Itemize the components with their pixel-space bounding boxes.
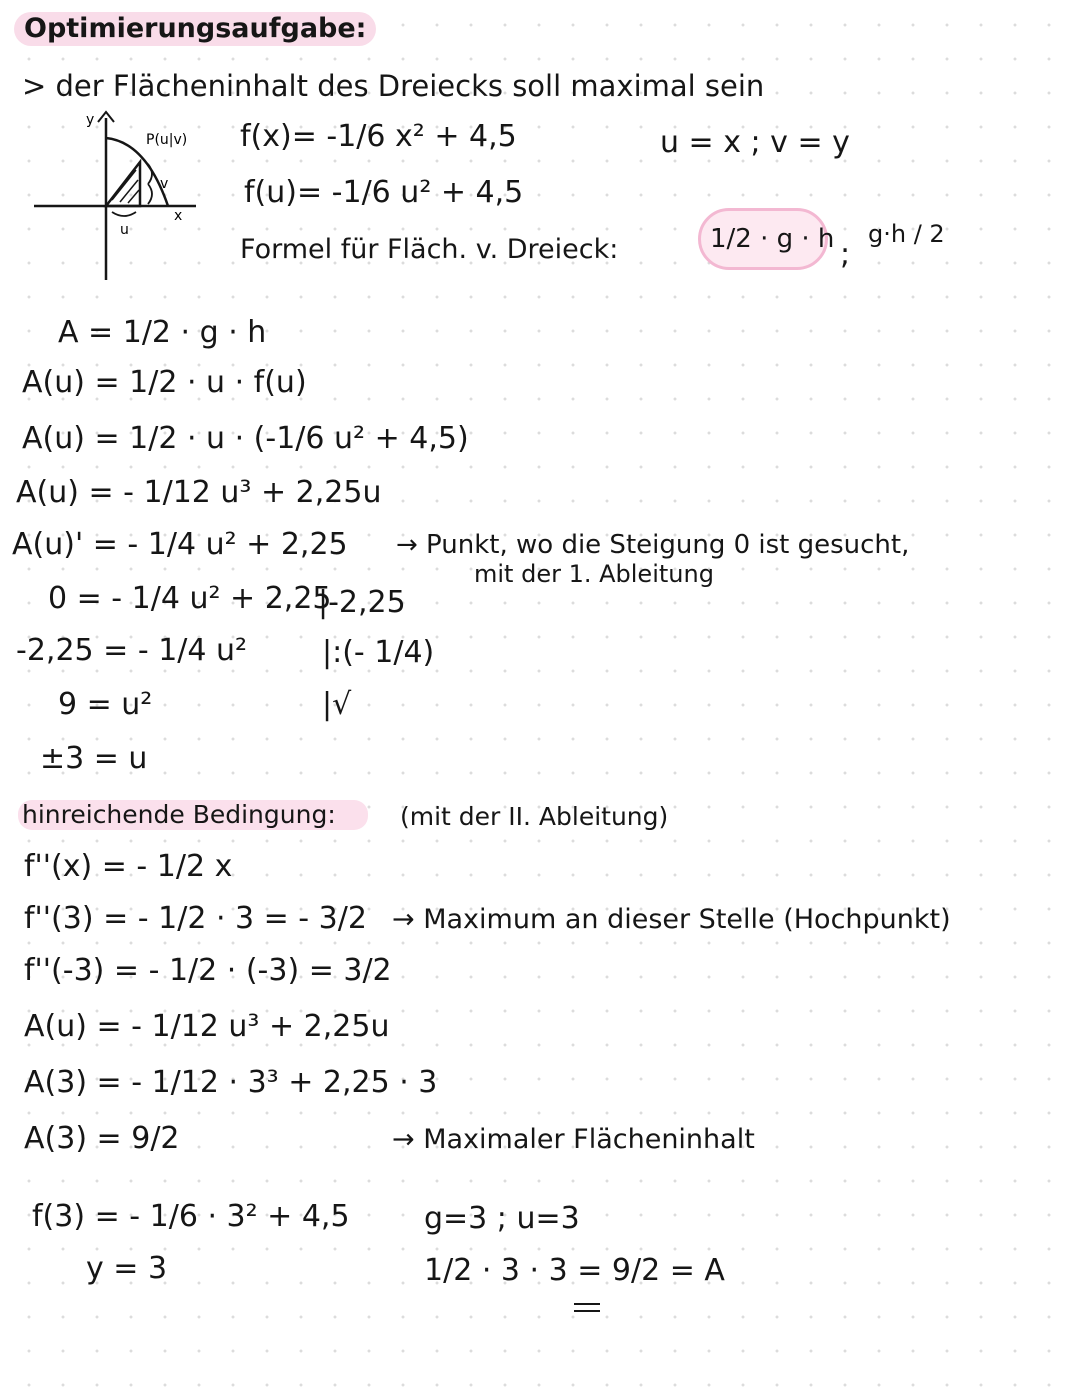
note-maximum: → Maximum an dieser Stelle (Hochpunkt) <box>392 904 951 935</box>
step-3: A(u) = 1/2 · u · (-1/6 u² + 4,5) <box>22 421 469 456</box>
operation-2: |:(- 1/4) <box>322 635 435 670</box>
note-max-area: → Maximaler Flächeninhalt <box>392 1124 755 1155</box>
note-necessary-1: → Punkt, wo die Steigung 0 ist gesucht, <box>396 530 910 560</box>
step-2: A(u) = 1/2 · u · f(u) <box>22 365 307 400</box>
page-title: Optimierungsaufgabe: <box>14 12 376 46</box>
sufficient-label: hinreichende Bedingung: <box>22 800 336 829</box>
function-fx: f(x)= -1/6 x² + 4,5 <box>240 119 517 154</box>
second-5: A(3) = - 1/12 · 3³ + 2,25 · 3 <box>24 1065 438 1100</box>
g-u-values: g=3 ; u=3 <box>424 1201 580 1236</box>
step-4: A(u) = - 1/12 u³ + 2,25u <box>16 475 382 510</box>
step-7: -2,25 = - 1/4 u² <box>16 633 248 668</box>
f-of-3: f(3) = - 1/6 · 3² + 4,5 <box>32 1199 350 1234</box>
area-result: 1/2 · 3 · 3 = 9/2 = A <box>424 1253 725 1288</box>
task-statement: > der Flächeninhalt des Dreiecks soll maximal sein <box>22 69 765 103</box>
coordinate-sketch <box>28 108 208 284</box>
step-1: A = 1/2 · g · h <box>58 315 267 350</box>
formula-b: g·h / 2 <box>868 220 945 248</box>
y-axis-label: y <box>86 112 95 128</box>
substitution: u = x ; v = y <box>660 125 850 160</box>
sufficient-note: (mit der II. Ableitung) <box>400 802 669 831</box>
u-label: u <box>120 222 129 238</box>
step-8: 9 = u² <box>58 687 153 722</box>
x-axis-label: x <box>174 208 183 224</box>
formula-separator: ; <box>840 237 851 272</box>
y-result: y = 3 <box>86 1251 168 1286</box>
second-3: f''(-3) = - 1/2 · (-3) = 3/2 <box>24 953 392 988</box>
second-2: f''(3) = - 1/2 · 3 = - 3/2 <box>24 901 367 936</box>
second-6: A(3) = 9/2 <box>24 1121 180 1156</box>
formula-label: Formel für Fläch. v. Dreieck: <box>240 234 619 265</box>
second-4: A(u) = - 1/12 u³ + 2,25u <box>24 1009 390 1044</box>
step-6: 0 = - 1/4 u² + 2,25 <box>48 581 332 616</box>
note-necessary-2: mit der 1. Ableitung <box>474 560 714 588</box>
v-label: v <box>160 176 169 192</box>
operation-1: |-2,25 <box>318 585 406 620</box>
point-label: P(u|v) <box>146 132 188 148</box>
operation-3: |√ <box>322 687 352 722</box>
second-1: f''(x) = - 1/2 x <box>24 849 233 884</box>
step-9: ±3 = u <box>40 741 148 776</box>
step-5: A(u)' = - 1/4 u² + 2,25 <box>12 527 348 562</box>
function-fu: f(u)= -1/6 u² + 4,5 <box>244 175 524 210</box>
formula-a: 1/2 · g · h <box>710 224 835 254</box>
double-underline <box>572 1300 602 1318</box>
